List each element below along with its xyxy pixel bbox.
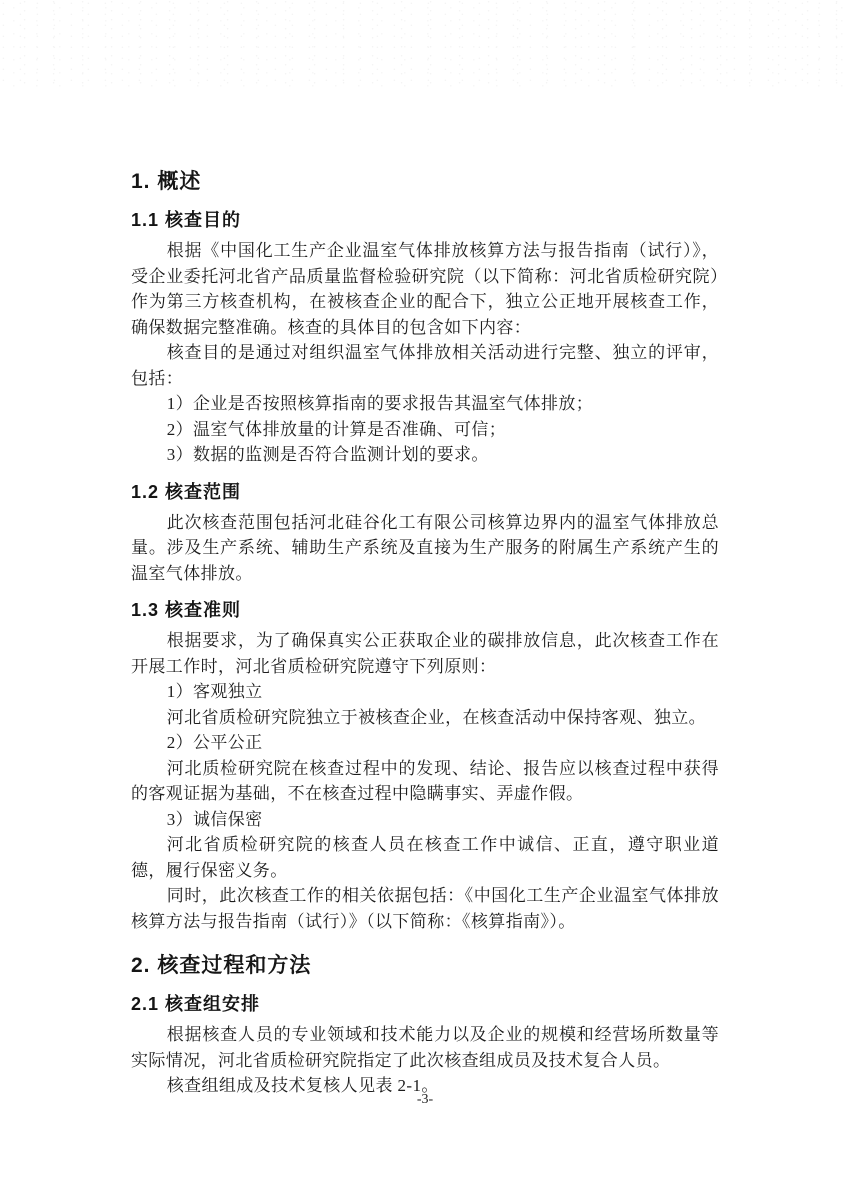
- heading-verification-purpose: 1.1 核查目的: [131, 210, 242, 230]
- heading-team-arrangement: 2.1 核查组安排: [131, 994, 261, 1014]
- paragraph-scope: 此次核查范围包括河北硅谷化工有限公司核算边界内的温室气体排放总量。涉及生产系统、辅助生产系统及直接为生产服务的附属生产系统产生的温室气体排放。: [131, 512, 719, 583]
- heading-verification-criteria: 1.3 核查准则: [131, 600, 242, 620]
- paragraph-purpose-intro: 根据《中国化工生产企业温室气体排放核算方法与报告指南（试行）》，受企业委托河北省产品质量监督检验研究院（以下简称：河北省质检研究院）作为第三方核查机构，在被核查企业的配合下，独立公正地开展核查工作，确保数据完整准确。核查的具体目的包含如下内容：: [131, 241, 719, 337]
- list-item-criteria-2-title: 2）公平公正: [166, 733, 263, 752]
- paragraph-team-table-ref: 核查组组成及技术复核人见表 2-1。: [166, 1076, 439, 1095]
- heading-process-methods: 2. 核查过程和方法: [131, 954, 312, 977]
- scan-noise-artifact: [0, 0, 850, 90]
- document-content: [131, 168, 719, 1099]
- paragraph-team-selection: 根据核查人员的专业领域和技术能力以及企业的规模和经营场所数量等实际情况，河北省质检研究院指定了此次核查组成员及技术复合人员。: [131, 1025, 719, 1070]
- list-item-purpose-1: 1）企业是否按照核算指南的要求报告其温室气体排放；: [166, 394, 594, 413]
- paragraph-criteria-intro: 根据要求，为了确保真实公正获取企业的碳排放信息，此次核查工作在开展工作时，河北省质检研究院遵守下列原则：: [131, 631, 719, 676]
- paragraph-criteria-1-body: 河北省质检研究院独立于被核查企业，在核查活动中保持客观、独立。: [166, 707, 707, 727]
- paragraph-purpose-review: 核查目的是通过对组织温室气体排放相关活动进行完整、独立的评审，包括：: [131, 343, 719, 388]
- heading-verification-scope: 1.2 核查范围: [131, 481, 242, 502]
- list-item-criteria-1-title: 1）客观独立: [166, 682, 263, 701]
- paragraph-criteria-basis: 同时，此次核查工作的相关依据包括：《中国化工生产企业温室气体排放核算方法与报告指南（试行）》（以下简称：《核算指南》）。: [131, 886, 719, 931]
- page-number: -3-: [416, 1092, 434, 1107]
- list-item-purpose-2: 2）温室气体排放量的计算是否准确、可信；: [166, 419, 507, 439]
- paragraph-criteria-2-body: 河北质检研究院在核查过程中的发现、结论、报告应以核查过程中获得的客观证据为基础，不在核查过程中隐瞒事实、弄虚作假。: [131, 758, 719, 803]
- list-item-purpose-3: 3）数据的监测是否符合监测计划的要求。: [166, 445, 489, 464]
- heading-overview: 1. 概述: [131, 170, 202, 193]
- paragraph-criteria-3-body: 河北省质检研究院的核查人员在核查工作中诚信、正直，遵守职业道德，履行保密义务。: [131, 835, 719, 880]
- list-item-criteria-3-title: 3）诚信保密: [166, 809, 263, 829]
